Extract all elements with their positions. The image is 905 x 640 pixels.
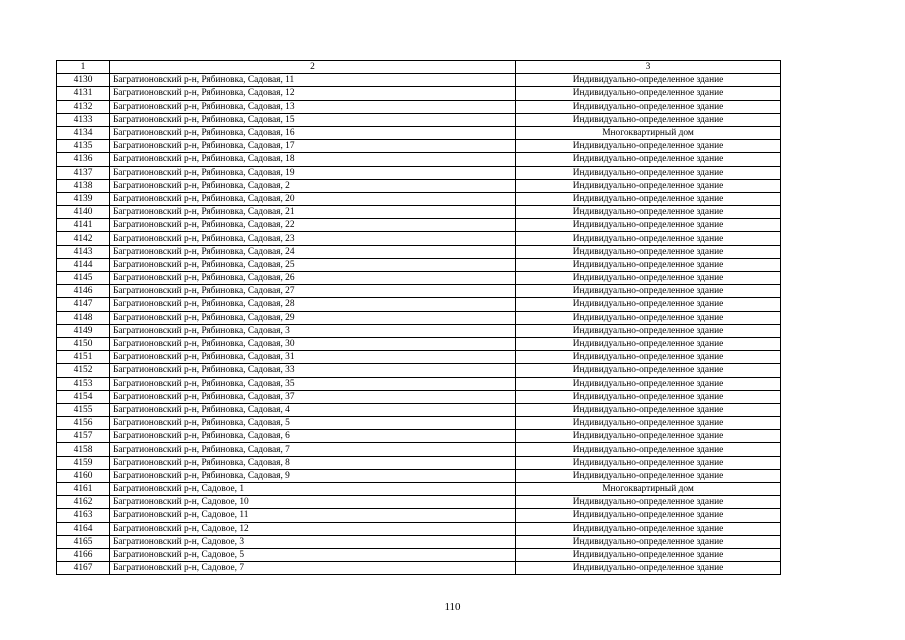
address-cell: Багратионовский р-н, Садовое, 5 [110, 548, 516, 561]
row-number-cell: 4145 [57, 272, 110, 285]
address-cell: Багратионовский р-н, Рябиновка, Садовая, 26 [110, 272, 516, 285]
table-row [57, 245, 781, 258]
object-type-cell: Индивидуально-определенное здание [516, 153, 781, 166]
table-row [57, 443, 781, 456]
object-type-cell: Индивидуально-определенное здание [516, 443, 781, 456]
table-row [57, 272, 781, 285]
page-number: 110 [444, 601, 461, 613]
object-type-cell: Индивидуально-определенное здание [516, 166, 781, 179]
row-number-cell: 4156 [57, 417, 110, 430]
address-cell: Багратионовский р-н, Рябиновка, Садовая, 23 [110, 232, 516, 245]
table-body [57, 61, 781, 575]
object-type-cell: Индивидуально-определенное здание [516, 351, 781, 364]
table-row [57, 153, 781, 166]
object-type-cell: Индивидуально-определенное здание [516, 87, 781, 100]
table-row [57, 351, 781, 364]
address-cell: Багратионовский р-н, Рябиновка, Садовая, 17 [110, 140, 516, 153]
table-row [57, 232, 781, 245]
row-number-cell: 4151 [57, 351, 110, 364]
row-number-cell: 4148 [57, 311, 110, 324]
row-number-cell: 4166 [57, 548, 110, 561]
address-cell: Багратионовский р-н, Рябиновка, Садовая, 7 [110, 443, 516, 456]
table-row [57, 285, 781, 298]
address-cell: Багратионовский р-н, Рябиновка, Садовая, 33 [110, 364, 516, 377]
table-row [57, 126, 781, 139]
address-cell: Багратионовский р-н, Рябиновка, Садовая, 11 [110, 74, 516, 87]
row-number-cell: 4132 [57, 100, 110, 113]
table-row [57, 258, 781, 271]
table-row [57, 311, 781, 324]
address-cell: Багратионовский р-н, Рябиновка, Садовая, 13 [110, 100, 516, 113]
row-number-cell: 4161 [57, 483, 110, 496]
object-type-cell: Индивидуально-определенное здание [516, 245, 781, 258]
table-row [57, 337, 781, 350]
object-type-cell: Индивидуально-определенное здание [516, 140, 781, 153]
table-row [57, 390, 781, 403]
address-cell: Багратионовский р-н, Рябиновка, Садовая, 27 [110, 285, 516, 298]
address-cell: Багратионовский р-н, Садовое, 10 [110, 496, 516, 509]
address-cell: Багратионовский р-н, Рябиновка, Садовая, 19 [110, 166, 516, 179]
address-cell: Багратионовский р-н, Рябиновка, Садовая, 2 [110, 179, 516, 192]
address-cell: Багратионовский р-н, Рябиновка, Садовая, 31 [110, 351, 516, 364]
object-type-cell: Индивидуально-определенное здание [516, 430, 781, 443]
address-cell: Багратионовский р-н, Рябиновка, Садовая, 24 [110, 245, 516, 258]
table-row [57, 417, 781, 430]
address-cell: Багратионовский р-н, Рябиновка, Садовая, 37 [110, 390, 516, 403]
object-type-cell: Индивидуально-определенное здание [516, 311, 781, 324]
row-number-cell: 4154 [57, 390, 110, 403]
address-cell: Багратионовский р-н, Рябиновка, Садовая, 6 [110, 430, 516, 443]
object-type-cell: Индивидуально-определенное здание [516, 456, 781, 469]
address-cell: Багратионовский р-н, Рябиновка, Садовая, 28 [110, 298, 516, 311]
object-type-cell: Индивидуально-определенное здание [516, 285, 781, 298]
row-number-cell: 4141 [57, 219, 110, 232]
row-number-cell: 4147 [57, 298, 110, 311]
column-header-2: 2 [110, 61, 516, 74]
object-type-cell: Индивидуально-определенное здание [516, 390, 781, 403]
address-cell: Багратионовский р-н, Садовое, 7 [110, 562, 516, 575]
column-header-1: 1 [57, 61, 110, 74]
address-cell: Багратионовский р-н, Рябиновка, Садовая, 22 [110, 219, 516, 232]
object-type-cell: Индивидуально-определенное здание [516, 232, 781, 245]
table-header-row [57, 61, 781, 74]
object-type-cell: Индивидуально-определенное здание [516, 206, 781, 219]
table-row [57, 522, 781, 535]
row-number-cell: 4149 [57, 324, 110, 337]
table-row [57, 74, 781, 87]
object-type-cell: Индивидуально-определенное здание [516, 219, 781, 232]
table-row [57, 469, 781, 482]
address-cell: Багратионовский р-н, Рябиновка, Садовая, 5 [110, 417, 516, 430]
address-cell: Багратионовский р-н, Рябиновка, Садовая, 4 [110, 403, 516, 416]
row-number-cell: 4162 [57, 496, 110, 509]
row-number-cell: 4150 [57, 337, 110, 350]
address-cell: Багратионовский р-н, Рябиновка, Садовая, 35 [110, 377, 516, 390]
row-number-cell: 4144 [57, 258, 110, 271]
row-number-cell: 4152 [57, 364, 110, 377]
address-cell: Багратионовский р-н, Рябиновка, Садовая, 29 [110, 311, 516, 324]
object-type-cell: Индивидуально-определенное здание [516, 496, 781, 509]
address-cell: Багратионовский р-н, Рябиновка, Садовая, 25 [110, 258, 516, 271]
object-type-cell: Индивидуально-определенное здание [516, 403, 781, 416]
row-number-cell: 4160 [57, 469, 110, 482]
object-type-cell: Индивидуально-определенное здание [516, 100, 781, 113]
object-type-cell: Индивидуально-определенное здание [516, 113, 781, 126]
address-cell: Багратионовский р-н, Рябиновка, Садовая, 16 [110, 126, 516, 139]
row-number-cell: 4134 [57, 126, 110, 139]
row-number-cell: 4133 [57, 113, 110, 126]
address-cell: Багратионовский р-н, Рябиновка, Садовая, 30 [110, 337, 516, 350]
table-row [57, 535, 781, 548]
row-number-cell: 4165 [57, 535, 110, 548]
object-type-cell: Индивидуально-определенное здание [516, 324, 781, 337]
table-row [57, 179, 781, 192]
address-cell: Багратионовский р-н, Рябиновка, Садовая, 12 [110, 87, 516, 100]
row-number-cell: 4163 [57, 509, 110, 522]
table-row [57, 403, 781, 416]
row-number-cell: 4146 [57, 285, 110, 298]
object-type-cell: Индивидуально-определенное здание [516, 258, 781, 271]
object-type-cell: Многоквартирный дом [516, 126, 781, 139]
table-row [57, 113, 781, 126]
object-type-cell: Индивидуально-определенное здание [516, 74, 781, 87]
row-number-cell: 4130 [57, 74, 110, 87]
address-cell: Багратионовский р-н, Рябиновка, Садовая, 18 [110, 153, 516, 166]
object-type-cell: Индивидуально-определенное здание [516, 298, 781, 311]
address-cell: Багратионовский р-н, Садовое, 3 [110, 535, 516, 548]
row-number-cell: 4137 [57, 166, 110, 179]
object-type-cell: Индивидуально-определенное здание [516, 337, 781, 350]
table-row [57, 430, 781, 443]
row-number-cell: 4153 [57, 377, 110, 390]
row-number-cell: 4131 [57, 87, 110, 100]
row-number-cell: 4158 [57, 443, 110, 456]
object-type-cell: Индивидуально-определенное здание [516, 364, 781, 377]
object-type-cell: Индивидуально-определенное здание [516, 272, 781, 285]
object-type-cell: Индивидуально-определенное здание [516, 522, 781, 535]
table-row [57, 548, 781, 561]
object-type-cell: Индивидуально-определенное здание [516, 192, 781, 205]
address-cell: Багратионовский р-н, Садовое, 11 [110, 509, 516, 522]
row-number-cell: 4139 [57, 192, 110, 205]
object-type-cell: Индивидуально-определенное здание [516, 469, 781, 482]
table-row [57, 456, 781, 469]
row-number-cell: 4136 [57, 153, 110, 166]
object-type-cell: Индивидуально-определенное здание [516, 562, 781, 575]
table-row [57, 377, 781, 390]
row-number-cell: 4167 [57, 562, 110, 575]
object-type-cell: Индивидуально-определенное здание [516, 509, 781, 522]
table-row [57, 219, 781, 232]
table-row [57, 166, 781, 179]
table-row [57, 483, 781, 496]
table-row [57, 206, 781, 219]
object-type-cell: Индивидуально-определенное здание [516, 179, 781, 192]
table-row [57, 100, 781, 113]
row-number-cell: 4155 [57, 403, 110, 416]
row-number-cell: 4142 [57, 232, 110, 245]
table-row [57, 298, 781, 311]
address-cell: Багратионовский р-н, Рябиновка, Садовая, 20 [110, 192, 516, 205]
row-number-cell: 4164 [57, 522, 110, 535]
address-cell: Багратионовский р-н, Рябиновка, Садовая, 15 [110, 113, 516, 126]
table-row [57, 509, 781, 522]
column-header-3: 3 [516, 61, 781, 74]
object-type-cell: Индивидуально-определенное здание [516, 548, 781, 561]
table-row [57, 364, 781, 377]
row-number-cell: 4143 [57, 245, 110, 258]
address-cell: Багратионовский р-н, Рябиновка, Садовая, 9 [110, 469, 516, 482]
row-number-cell: 4157 [57, 430, 110, 443]
object-type-cell: Индивидуально-определенное здание [516, 535, 781, 548]
object-type-cell: Многоквартирный дом [516, 483, 781, 496]
address-cell: Багратионовский р-н, Садовое, 12 [110, 522, 516, 535]
table-row [57, 496, 781, 509]
row-number-cell: 4135 [57, 140, 110, 153]
address-cell: Багратионовский р-н, Рябиновка, Садовая, 8 [110, 456, 516, 469]
row-number-cell: 4138 [57, 179, 110, 192]
row-number-cell: 4159 [57, 456, 110, 469]
row-number-cell: 4140 [57, 206, 110, 219]
table-row [57, 562, 781, 575]
table-row [57, 192, 781, 205]
address-cell: Багратионовский р-н, Садовое, 1 [110, 483, 516, 496]
table-row [57, 324, 781, 337]
table-row [57, 87, 781, 100]
registry-table [56, 60, 781, 575]
table-row [57, 140, 781, 153]
address-cell: Багратионовский р-н, Рябиновка, Садовая, 21 [110, 206, 516, 219]
address-cell: Багратионовский р-н, Рябиновка, Садовая, 3 [110, 324, 516, 337]
object-type-cell: Индивидуально-определенное здание [516, 417, 781, 430]
object-type-cell: Индивидуально-определенное здание [516, 377, 781, 390]
